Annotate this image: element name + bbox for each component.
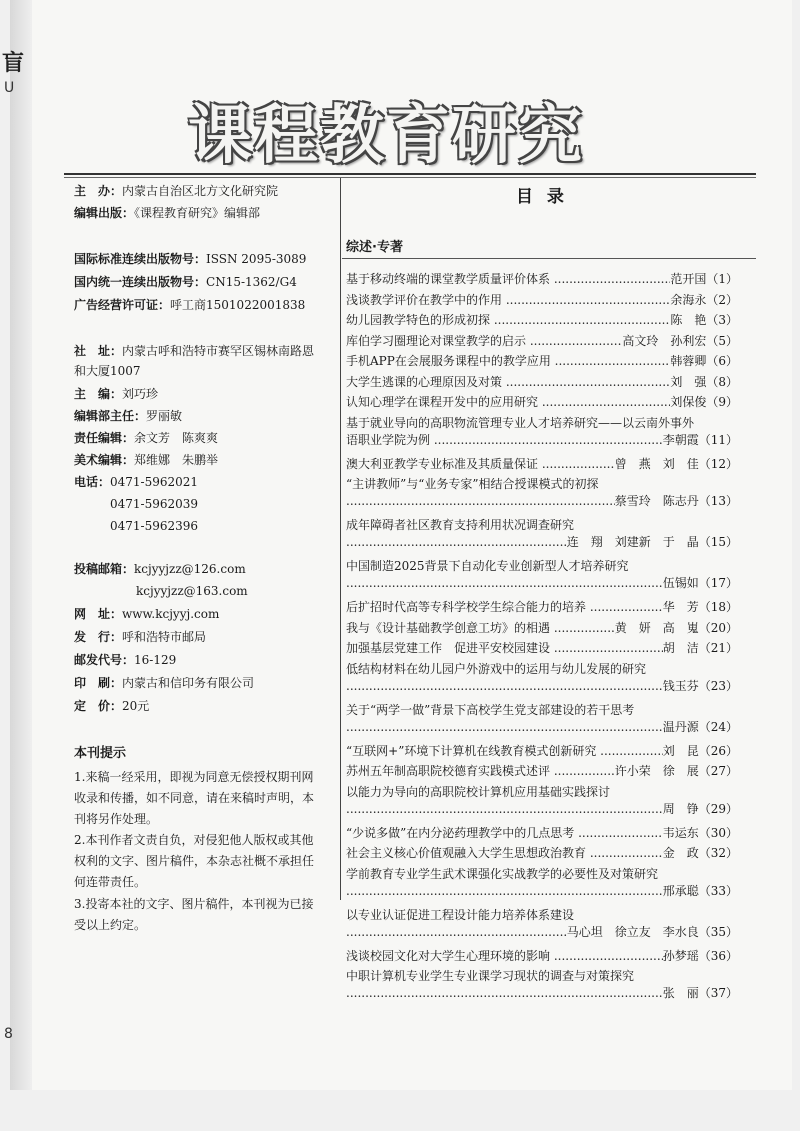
toc-entry[interactable] bbox=[346, 783, 738, 817]
toc-entry-page: （21） bbox=[698, 641, 738, 655]
toc-entry[interactable] bbox=[346, 414, 738, 448]
toc-entry-page: （33） bbox=[698, 883, 738, 898]
toc-entry-title: 大学生逃课的心理原因及对策 ..... bbox=[346, 373, 670, 390]
notice-item-1: 1.来稿一经采用，即视为同意无偿授权期刊网 收录和传播，如不同意，请在来稿时声明，本 刊将另作处理。 bbox=[74, 770, 315, 826]
issn-line: 国际标准连续出版物号：ISSN 2095-3089 bbox=[74, 252, 307, 266]
website-line: 网 址：www.kcjyyj.com bbox=[74, 607, 220, 621]
editor-publisher-line: 编辑出版：《课程教育研究》编辑部 bbox=[74, 206, 261, 220]
header-rule-thin bbox=[64, 177, 756, 178]
toc-entry-title: 库伯学习圈理论对课堂教学的启示 ..... bbox=[346, 332, 622, 349]
toc-entry[interactable] bbox=[346, 516, 738, 550]
toc-entry-title: 浅谈校园文化对大学生心理环境的影响 ..... bbox=[346, 947, 663, 964]
toc-entry[interactable] bbox=[346, 844, 738, 861]
toc-entry-page: （6） bbox=[706, 354, 738, 368]
toc-entry-author: 马心坦 徐立友 李水良 bbox=[566, 924, 699, 939]
host-line: 主 办：内蒙古自治区北方文化研究院 bbox=[74, 184, 279, 198]
spine-glyph: 盲 bbox=[2, 50, 25, 76]
header-rule bbox=[64, 173, 756, 175]
toc-entry-page: （24） bbox=[698, 719, 738, 734]
toc-entry[interactable] bbox=[346, 373, 738, 390]
spine-page-mark: 8 bbox=[4, 1026, 13, 1042]
toc-entry-title: “互联网+”环境下计算机在线教育模式创新研究 ..... bbox=[346, 742, 663, 759]
toc-entry[interactable] bbox=[346, 393, 738, 410]
toc-entry-author: 孙梦瑶 bbox=[662, 948, 699, 963]
toc-entry-author: 范开国 bbox=[670, 272, 707, 286]
toc-entry[interactable] bbox=[346, 639, 738, 656]
toc-entry-title: 中国制造2025背景下自动化专业创新型人才培养研究 bbox=[346, 559, 629, 573]
toc-entry-author: 许小荣 徐 展 bbox=[614, 764, 699, 778]
toc-entry-title: 幼儿园教学特色的形成初探 ..... bbox=[346, 311, 670, 328]
toc-entry-author: 李朝霞 bbox=[662, 432, 699, 447]
toc-entry[interactable] bbox=[346, 762, 738, 779]
toc-entry[interactable] bbox=[346, 824, 738, 841]
printer-line: 印 刷：内蒙古和信印务有限公司 bbox=[74, 676, 255, 690]
toc-entry-author: 胡 洁 bbox=[662, 641, 699, 655]
toc-entry-author: 刘 昆 bbox=[662, 743, 699, 758]
toc-entry-title: 手机APP在会展服务课程中的教学应用 ..... bbox=[346, 352, 670, 369]
toc-entry-author: 韦运东 bbox=[662, 825, 699, 840]
toc-entry-page: （18） bbox=[698, 600, 738, 614]
art-editor-line: 美术编辑：郑维娜 朱鹏举 bbox=[74, 453, 219, 467]
toc-entry-author: 曾 燕 刘 佳 bbox=[614, 456, 699, 471]
toc-entry-page: （11） bbox=[698, 432, 738, 447]
toc-entry-page: （5） bbox=[706, 333, 738, 348]
notice-title: 本刊提示 bbox=[74, 746, 127, 761]
journal-masthead: 课程教育研究 bbox=[188, 98, 584, 173]
toc-entry-page: （2） bbox=[706, 292, 738, 307]
toc-entry-author: 刘 强 bbox=[670, 374, 707, 389]
toc-entry-page: （35） bbox=[698, 924, 738, 939]
toc-entry-page: （32） bbox=[698, 846, 738, 860]
toc-entry[interactable] bbox=[346, 557, 738, 591]
price-line: 定 价：20元 bbox=[74, 699, 150, 713]
toc-section-rule bbox=[342, 258, 756, 259]
toc-entry-title: 学前教育专业学生武术课强化实战教学的必要性及对策研究 bbox=[346, 866, 659, 881]
toc-entry-title: “少说多做”在内分泌药理教学中的几点思考 ..... bbox=[346, 824, 663, 841]
toc-entry-title: 以能力为导向的高职院校计算机应用基础实践探讨 bbox=[346, 784, 611, 799]
toc-entry[interactable] bbox=[346, 291, 738, 308]
toc-entry-page: （17） bbox=[698, 576, 738, 590]
toc-entry[interactable] bbox=[346, 906, 738, 940]
toc-entry-author: 黄 妍 高 嵬 bbox=[614, 620, 699, 635]
toc-entry-page: （9） bbox=[706, 395, 738, 409]
toc-entry[interactable] bbox=[346, 311, 738, 328]
notice-item-2: 2.本刊作者文责自负，对侵犯他人版权或其他 权利的文字、图片稿件，本杂志社概不承担任 何连带责任。 bbox=[74, 833, 315, 889]
chief-editor-line: 主 编：刘巧珍 bbox=[74, 387, 159, 401]
toc-section-heading: 综述·专著 bbox=[346, 240, 403, 255]
phone-line-2: 0471-5962039 bbox=[110, 497, 199, 511]
toc-entry-title: 浅谈教学评价在教学中的作用 ..... bbox=[346, 291, 670, 308]
toc-entry[interactable] bbox=[346, 475, 738, 509]
toc-entry-page: （37） bbox=[698, 986, 738, 1000]
toc-entry-title: 基于就业导向的高职物流管理专业人才培养研究——以云南外事外 bbox=[346, 415, 695, 430]
phone-line: 电话：0471-5962021 bbox=[74, 475, 199, 489]
toc-entry-author: 华 芳 bbox=[662, 600, 699, 614]
toc-entry-page: （8） bbox=[706, 374, 738, 389]
toc-entry-author: 蔡雪玲 陈志丹 bbox=[614, 494, 699, 508]
toc-entry-page: （15） bbox=[698, 535, 738, 549]
toc-entry-title: 澳大利亚教学专业标准及其质量保证 ..... bbox=[346, 455, 615, 472]
toc-entry-title: 认知心理学在课程开发中的应用研究 ..... bbox=[346, 393, 670, 410]
toc-entry[interactable] bbox=[346, 701, 738, 735]
toc-entry[interactable] bbox=[346, 270, 738, 287]
toc-entry[interactable] bbox=[346, 947, 738, 964]
email-line-2: kcjyyjzz@163.com bbox=[136, 584, 248, 598]
toc-entry-title: 以专业认证促进工程设计能力培养体系建设 bbox=[346, 907, 575, 922]
toc-entry-author: 刘保俊 bbox=[670, 395, 707, 409]
toc-entry-page: （30） bbox=[698, 825, 738, 840]
toc-entry-author: 金 政 bbox=[662, 846, 699, 860]
toc-entry-author: 张 丽 bbox=[662, 986, 699, 1000]
resp-editor-line: 责任编辑：余文芳 陈爽爽 bbox=[74, 431, 219, 445]
toc-entry-author: 连 翔 刘建新 于 晶 bbox=[566, 535, 699, 549]
toc-entry-page: （1） bbox=[706, 272, 738, 286]
toc-entry-title: 苏州五年制高职院校德育实践模式述评 ..... bbox=[346, 762, 615, 779]
postcode-line: 邮发代号：16-129 bbox=[74, 653, 177, 667]
toc-entry[interactable] bbox=[346, 619, 738, 636]
address-line-2: 和大厦1007 bbox=[74, 364, 141, 378]
toc-entry-title: 基于移动终端的课堂教学质量评价体系 ..... bbox=[346, 270, 670, 287]
toc-entry[interactable] bbox=[346, 660, 738, 694]
ad-license-line: 广告经营许可证：呼工商1501022001838 bbox=[74, 298, 306, 312]
toc-entry-title: 后扩招时代高等专科学校学生综合能力的培养 ..... bbox=[346, 598, 663, 615]
toc-entry-title-cont: 语职业学院为例 ..... bbox=[346, 431, 663, 448]
toc-entry-page: （3） bbox=[706, 313, 738, 327]
toc-entry-title: 成年障碍者社区教育支持利用状况调查研究 bbox=[346, 518, 575, 532]
toc-entry-author: 温丹源 bbox=[662, 719, 699, 734]
toc-entry[interactable] bbox=[346, 455, 738, 472]
toc-entry-page: （20） bbox=[698, 620, 738, 635]
toc-entry-page: （23） bbox=[698, 678, 738, 693]
toc-entry-title: 低结构材料在幼儿园户外游戏中的运用与幼儿发展的研究 bbox=[346, 661, 647, 676]
toc-entry[interactable] bbox=[346, 598, 738, 615]
toc-entry-title: 我与《设计基础教学创意工坊》的相遇 ..... bbox=[346, 619, 615, 636]
toc-entry-author: 韩蓉卿 bbox=[670, 354, 707, 368]
toc-entry-author: 钱玉芬 bbox=[662, 678, 699, 693]
toc-entry[interactable] bbox=[346, 352, 738, 369]
toc-entry[interactable] bbox=[346, 865, 738, 899]
toc-entry-page: （27） bbox=[698, 764, 738, 778]
cn-line: 国内统一连续出版物号：CN15-1362/G4 bbox=[74, 275, 297, 289]
toc-entry[interactable] bbox=[346, 332, 738, 349]
spine-strip bbox=[10, 0, 32, 1090]
toc-title: 目 录 bbox=[516, 187, 568, 207]
toc-entry-page: （26） bbox=[698, 743, 738, 758]
toc-entry[interactable] bbox=[346, 742, 738, 759]
column-divider bbox=[340, 178, 341, 900]
toc-entry-page: （12） bbox=[698, 456, 738, 471]
toc-entry-title: 中职计算机专业学生专业课学习现状的调查与对策探究 bbox=[346, 969, 635, 983]
toc-entry-author: 伍锡如 bbox=[662, 576, 699, 590]
toc-entry-page: （13） bbox=[698, 494, 738, 508]
address-line: 社 址：内蒙古呼和浩特市赛罕区锡林南路恩 bbox=[74, 344, 315, 358]
toc-entry-title: 关于“两学一做”背景下高校学生党支部建设的若干思考 bbox=[346, 702, 635, 717]
toc-entry-author: 周 铮 bbox=[662, 801, 699, 816]
toc-entry-page: （29） bbox=[698, 801, 738, 816]
distribution-line: 发 行：呼和浩特市邮局 bbox=[74, 630, 207, 644]
email-line: 投稿邮箱：kcjyyjzz@126.com bbox=[74, 562, 246, 576]
toc-entry-author: 余海永 bbox=[670, 292, 707, 307]
toc-entry[interactable] bbox=[346, 967, 738, 1001]
phone-line-3: 0471-5962396 bbox=[110, 519, 199, 533]
toc-entry-author: 陈 艳 bbox=[670, 313, 707, 327]
toc-entry-page: （36） bbox=[698, 948, 738, 963]
toc-entry-title: 加强基层党建工作 促进平安校园建设 ..... bbox=[346, 639, 663, 656]
toc-entry-title: 社会主义核心价值观融入大学生思想政治教育 ..... bbox=[346, 844, 663, 861]
toc-entry-title: “主讲教师”与“业务专家”相结合授课模式的初探 bbox=[346, 477, 599, 491]
dept-head-line: 编辑部主任：罗丽敏 bbox=[74, 409, 183, 423]
spine-letter: U bbox=[4, 80, 15, 96]
toc-entry-author: 高文玲 孙利宏 bbox=[622, 333, 707, 348]
toc-entry-author: 邢承聪 bbox=[662, 883, 699, 898]
notice-item-3: 3.投寄本社的文字、图片稿件，本刊视为已接 受以上约定。 bbox=[74, 897, 314, 932]
